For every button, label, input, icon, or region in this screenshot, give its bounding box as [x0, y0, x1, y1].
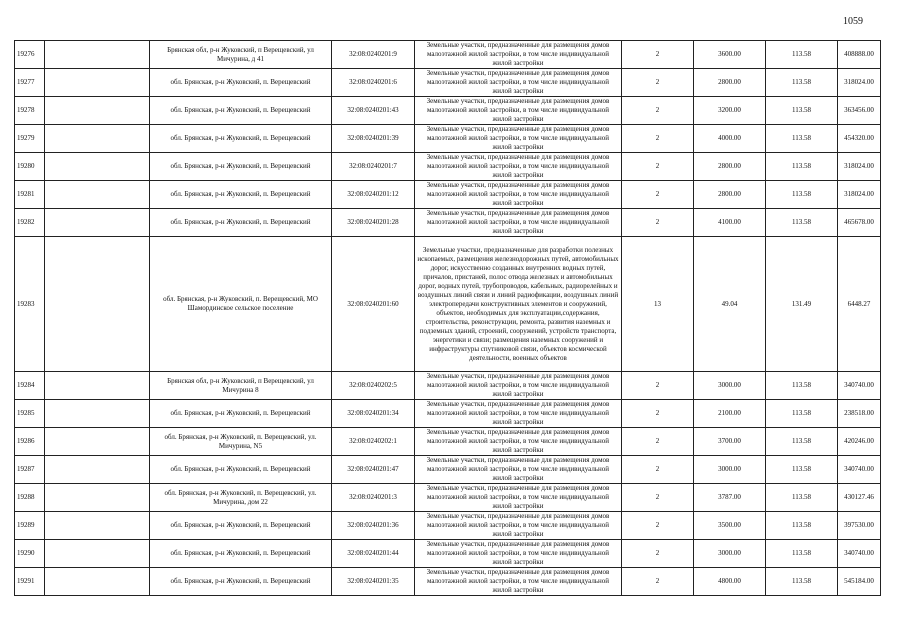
row-number: 19285	[15, 400, 45, 428]
empty-cell	[45, 512, 150, 540]
rate-cell: 113.58	[766, 41, 838, 69]
area-cell: 49.04	[694, 237, 766, 372]
table-row	[15, 456, 881, 484]
area-cell: 2100.00	[694, 400, 766, 428]
cadastral-value-cell: 420246.00	[838, 428, 881, 456]
land-use-cell: Земельные участки, предназначенные для разработки полезных ископаемых, размещения железнодорожных путей, автомобильных дорог, искусственно созданных внутренних водных путей, причалов, пристаней, полос отвода железных и автомобильных дорог, водных путей, трубопроводов, кабельных, радиорелейных и воздушных линий связи и линий радиофикации, воздушных линий электропередачи конструктивных элементов и сооружений, объектов, необходимых для эксплуатации,содержания, строительства, реконструкции, ремонта, развития наземных и подземных зданий, строений, сооружений, устройств транспорта, энергетики и связи; размещения наземных сооружений и инфраструктуры спутниковой связи, объектов космической деятельности, военных объектов	[415, 237, 622, 372]
table-row	[15, 400, 881, 428]
area-cell: 2800.00	[694, 153, 766, 181]
rate-cell: 113.58	[766, 372, 838, 400]
rate-cell: 113.58	[766, 512, 838, 540]
cadastral-number-cell: 32:08:0240201:9	[332, 41, 415, 69]
row-number: 19288	[15, 484, 45, 512]
cadastral-number-cell: 32:08:0240201:34	[332, 400, 415, 428]
empty-cell	[45, 484, 150, 512]
address-cell: обл. Брянская, р-н Жуковский, п. Верещевский	[150, 125, 332, 153]
rate-cell: 113.58	[766, 209, 838, 237]
row-number: 19290	[15, 540, 45, 568]
rate-cell: 113.58	[766, 484, 838, 512]
land-use-cell: Земельные участки, предназначенные для размещения домов малоэтажной жилой застройки, в том числе индивидуальной жилой застройки	[415, 400, 622, 428]
category-cell: 2	[622, 125, 694, 153]
category-cell: 2	[622, 484, 694, 512]
cadastral-number-cell: 32:08:0240201:35	[332, 568, 415, 596]
cadastral-value-cell: 397530.00	[838, 512, 881, 540]
land-use-cell: Земельные участки, предназначенные для размещения домов малоэтажной жилой застройки, в том числе индивидуальной жилой застройки	[415, 97, 622, 125]
category-cell: 13	[622, 237, 694, 372]
cadastral-value-cell: 340740.00	[838, 456, 881, 484]
area-cell: 3000.00	[694, 372, 766, 400]
land-use-cell: Земельные участки, предназначенные для размещения домов малоэтажной жилой застройки, в том числе индивидуальной жилой застройки	[415, 181, 622, 209]
address-cell: обл. Брянская, р-н Жуковский, п. Верещевский	[150, 512, 332, 540]
area-cell: 4800.00	[694, 568, 766, 596]
table-row	[15, 372, 881, 400]
rate-cell: 113.58	[766, 125, 838, 153]
land-use-cell: Земельные участки, предназначенные для размещения домов малоэтажной жилой застройки, в том числе индивидуальной жилой застройки	[415, 540, 622, 568]
address-cell: обл. Брянская, р-н Жуковский, п. Верещевский	[150, 97, 332, 125]
address-cell: обл. Брянская, р-н Жуковский, п. Верещевский	[150, 69, 332, 97]
row-number: 19281	[15, 181, 45, 209]
empty-cell	[45, 237, 150, 372]
row-number: 19280	[15, 153, 45, 181]
land-use-cell: Земельные участки, предназначенные для размещения домов малоэтажной жилой застройки, в том числе индивидуальной жилой застройки	[415, 428, 622, 456]
category-cell: 2	[622, 181, 694, 209]
cadastral-number-cell: 32:08:0240201:47	[332, 456, 415, 484]
empty-cell	[45, 428, 150, 456]
category-cell: 2	[622, 69, 694, 97]
cadastral-value-cell: 318024.00	[838, 153, 881, 181]
cadastral-value-cell: 340740.00	[838, 372, 881, 400]
table-row	[15, 484, 881, 512]
address-cell: обл. Брянская, р-н Жуковский, п. Верещевский	[150, 400, 332, 428]
cadastral-number-cell: 32:08:0240201:43	[332, 97, 415, 125]
rate-cell: 113.58	[766, 69, 838, 97]
table-row	[15, 41, 881, 69]
address-cell: обл. Брянская, р-н Жуковский, п. Верещевский, ул. Мичурина, дом 22	[150, 484, 332, 512]
area-cell: 3500.00	[694, 512, 766, 540]
cadastral-number-cell: 32:08:0240201:39	[332, 125, 415, 153]
land-use-cell: Земельные участки, предназначенные для размещения домов малоэтажной жилой застройки, в том числе индивидуальной жилой застройки	[415, 512, 622, 540]
cadastral-value-cell: 408888.00	[838, 41, 881, 69]
row-number: 19287	[15, 456, 45, 484]
land-use-cell: Земельные участки, предназначенные для размещения домов малоэтажной жилой застройки, в том числе индивидуальной жилой застройки	[415, 41, 622, 69]
land-use-cell: Земельные участки, предназначенные для размещения домов малоэтажной жилой застройки, в том числе индивидуальной жилой застройки	[415, 125, 622, 153]
cadastral-number-cell: 32:08:0240202:5	[332, 372, 415, 400]
row-number: 19279	[15, 125, 45, 153]
cadastral-number-cell: 32:08:0240201:44	[332, 540, 415, 568]
land-use-cell: Земельные участки, предназначенные для размещения домов малоэтажной жилой застройки, в том числе индивидуальной жилой застройки	[415, 456, 622, 484]
empty-cell	[45, 372, 150, 400]
cadastral-number-cell: 32:08:0240201:36	[332, 512, 415, 540]
cadastral-value-cell: 430127.46	[838, 484, 881, 512]
land-use-cell: Земельные участки, предназначенные для размещения домов малоэтажной жилой застройки, в том числе индивидуальной жилой застройки	[415, 209, 622, 237]
area-cell: 2800.00	[694, 181, 766, 209]
table-row	[15, 125, 881, 153]
empty-cell	[45, 568, 150, 596]
area-cell: 3700.00	[694, 428, 766, 456]
address-cell: Брянская обл, р-н Жуковский, п Верещевский, ул Мичурина 8	[150, 372, 332, 400]
address-cell: обл. Брянская, р-н Жуковский, п. Верещевский	[150, 568, 332, 596]
row-number: 19284	[15, 372, 45, 400]
empty-cell	[45, 41, 150, 69]
table-row	[15, 237, 881, 372]
cadastral-number-cell: 32:08:0240201:7	[332, 153, 415, 181]
area-cell: 3600.00	[694, 41, 766, 69]
table-row	[15, 209, 881, 237]
address-cell: Брянская обл, р-н Жуковский, п Верещевский, ул Мичурина, д 41	[150, 41, 332, 69]
cadastral-number-cell: 32:08:0240201:60	[332, 237, 415, 372]
category-cell: 2	[622, 153, 694, 181]
category-cell: 2	[622, 540, 694, 568]
page-number: 1059	[843, 16, 863, 27]
category-cell: 2	[622, 41, 694, 69]
land-use-cell: Земельные участки, предназначенные для размещения домов малоэтажной жилой застройки, в том числе индивидуальной жилой застройки	[415, 484, 622, 512]
land-use-cell: Земельные участки, предназначенные для размещения домов малоэтажной жилой застройки, в том числе индивидуальной жилой застройки	[415, 568, 622, 596]
table-row	[15, 97, 881, 125]
rate-cell: 131.49	[766, 237, 838, 372]
address-cell: обл. Брянская, р-н Жуковский, п. Верещевский	[150, 153, 332, 181]
empty-cell	[45, 456, 150, 484]
row-number: 19289	[15, 512, 45, 540]
area-cell: 3000.00	[694, 540, 766, 568]
table-row	[15, 181, 881, 209]
area-cell: 3787.00	[694, 484, 766, 512]
rate-cell: 113.58	[766, 97, 838, 125]
category-cell: 2	[622, 372, 694, 400]
category-cell: 2	[622, 568, 694, 596]
area-cell: 4000.00	[694, 125, 766, 153]
cadastral-value-cell: 545184.00	[838, 568, 881, 596]
category-cell: 2	[622, 209, 694, 237]
empty-cell	[45, 181, 150, 209]
empty-cell	[45, 540, 150, 568]
cadastral-number-cell: 32:08:0240201:6	[332, 69, 415, 97]
table-row	[15, 428, 881, 456]
land-use-cell: Земельные участки, предназначенные для размещения домов малоэтажной жилой застройки, в том числе индивидуальной жилой застройки	[415, 372, 622, 400]
land-use-cell: Земельные участки, предназначенные для размещения домов малоэтажной жилой застройки, в том числе индивидуальной жилой застройки	[415, 153, 622, 181]
area-cell: 2800.00	[694, 69, 766, 97]
row-number: 19277	[15, 69, 45, 97]
category-cell: 2	[622, 512, 694, 540]
table-row	[15, 568, 881, 596]
table-row	[15, 512, 881, 540]
address-cell: обл. Брянская, р-н Жуковский, п. Верещевский, ул. Мичурина, N5	[150, 428, 332, 456]
table-row	[15, 540, 881, 568]
empty-cell	[45, 153, 150, 181]
category-cell: 2	[622, 97, 694, 125]
empty-cell	[45, 69, 150, 97]
cadastral-number-cell: 32:08:0240201:3	[332, 484, 415, 512]
cadastral-value-cell: 6448.27	[838, 237, 881, 372]
row-number: 19286	[15, 428, 45, 456]
category-cell: 2	[622, 400, 694, 428]
table-row	[15, 69, 881, 97]
empty-cell	[45, 209, 150, 237]
empty-cell	[45, 400, 150, 428]
cadastral-value-cell: 454320.00	[838, 125, 881, 153]
area-cell: 3000.00	[694, 456, 766, 484]
address-cell: обл. Брянская, р-н Жуковский, п. Верещевский	[150, 540, 332, 568]
row-number: 19276	[15, 41, 45, 69]
row-number: 19283	[15, 237, 45, 372]
row-number: 19278	[15, 97, 45, 125]
cadastral-value-cell: 238518.00	[838, 400, 881, 428]
rate-cell: 113.58	[766, 540, 838, 568]
empty-cell	[45, 125, 150, 153]
rate-cell: 113.58	[766, 181, 838, 209]
cadastral-value-cell: 363456.00	[838, 97, 881, 125]
rate-cell: 113.58	[766, 568, 838, 596]
rate-cell: 113.58	[766, 456, 838, 484]
rate-cell: 113.58	[766, 428, 838, 456]
cadastral-value-cell: 465678.00	[838, 209, 881, 237]
row-number: 19282	[15, 209, 45, 237]
cadastral-value-table	[14, 40, 881, 596]
cadastral-value-cell: 318024.00	[838, 181, 881, 209]
address-cell: обл. Брянская, р-н Жуковский, п. Верещевский	[150, 181, 332, 209]
category-cell: 2	[622, 428, 694, 456]
address-cell: обл. Брянская, р-н Жуковский, п. Верещевский	[150, 456, 332, 484]
cadastral-value-cell: 318024.00	[838, 69, 881, 97]
cadastral-number-cell: 32:08:0240202:1	[332, 428, 415, 456]
address-cell: обл. Брянская, р-н Жуковский, п. Верещевский	[150, 209, 332, 237]
cadastral-value-cell: 340740.00	[838, 540, 881, 568]
area-cell: 3200.00	[694, 97, 766, 125]
address-cell: обл. Брянская, р-н Жуковский, п. Верещевский, МО Шамординское сельское поселение	[150, 237, 332, 372]
category-cell: 2	[622, 456, 694, 484]
row-number: 19291	[15, 568, 45, 596]
rate-cell: 113.58	[766, 153, 838, 181]
empty-cell	[45, 97, 150, 125]
cadastral-number-cell: 32:08:0240201:12	[332, 181, 415, 209]
table-row	[15, 153, 881, 181]
cadastral-number-cell: 32:08:0240201:28	[332, 209, 415, 237]
land-use-cell: Земельные участки, предназначенные для размещения домов малоэтажной жилой застройки, в том числе индивидуальной жилой застройки	[415, 69, 622, 97]
rate-cell: 113.58	[766, 400, 838, 428]
area-cell: 4100.00	[694, 209, 766, 237]
